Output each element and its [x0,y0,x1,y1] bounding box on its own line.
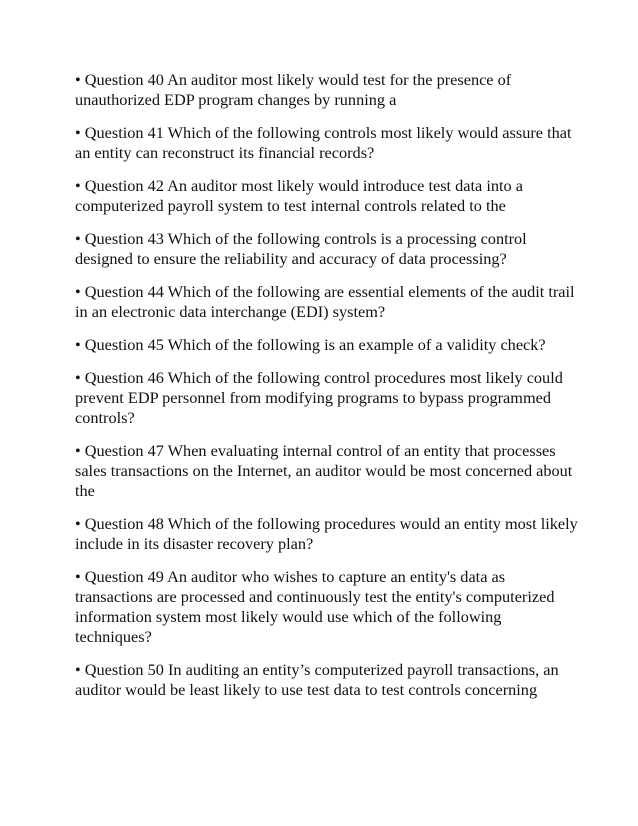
question-40: • Question 40 An auditor most likely would test for the presence of unauthorized EDP program changes by running a [75,70,512,109]
question-49: • Question 49 An auditor who wishes to capture an entity's data as transactions are processed and continuously test the entity's computerized information system most likely would use which of the following techniques? [75,567,555,646]
question-50: • Question 50 In auditing an entity’s computerized payroll transactions, an auditor would be least likely to use test data to test controls concerning [75,660,559,699]
question-43: • Question 43 Which of the following controls is a processing control designed to ensure the reliability and accuracy of data processing? [75,229,527,268]
question-42: • Question 42 An auditor most likely would introduce test data into a computerized payroll system to test internal controls related to the [75,176,523,215]
question-47: • Question 47 When evaluating internal control of an entity that processes sales transactions on the Internet, an auditor would be most concerned about the [75,441,573,500]
question-41: • Question 41 Which of the following controls most likely would assure that an entity can reconstruct its financial records? [75,123,572,162]
question-46: • Question 46 Which of the following control procedures most likely could prevent EDP personnel from modifying programs to bypass programmed controls? [75,368,563,427]
question-list [75,70,578,700]
question-45: • Question 45 Which of the following is an example of a validity check? [75,335,546,354]
question-48: • Question 48 Which of the following procedures would an entity most likely include in its disaster recovery plan? [75,514,578,553]
question-44: • Question 44 Which of the following are essential elements of the audit trail in an electronic data interchange (EDI) system? [75,282,575,321]
